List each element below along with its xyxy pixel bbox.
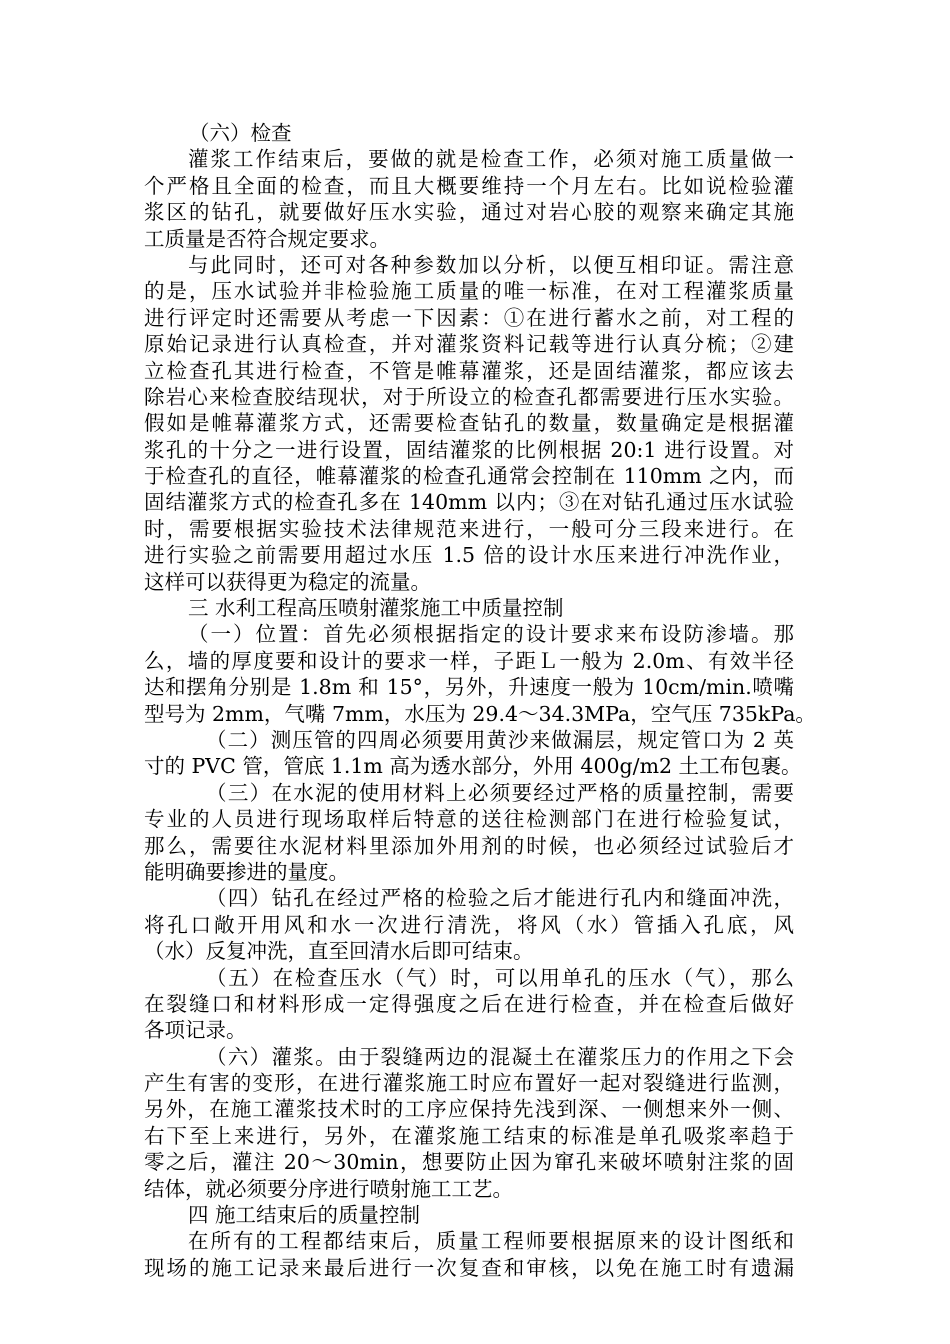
text-line: 型号为 2mm，气嘴 7mm，水压为 29.4～34.3MPa，空气压 735kPa。 bbox=[144, 701, 816, 726]
paragraph-p1 bbox=[144, 120, 794, 146]
paragraph-p6 bbox=[144, 727, 802, 780]
text-line: （四）钻孔在经过严格的检验之后才能进行孔内和缝面冲洗， bbox=[206, 886, 794, 911]
text-line: 与此同时，还可对各种参数加以分析，以便互相印证。需注意 bbox=[188, 252, 794, 277]
text-line: 结体，就必须要分序进行喷射施工工艺。 bbox=[144, 1176, 513, 1201]
text-line: 在裂缝口和材料形成一定得强度之后在进行检查，并在检查后做好 bbox=[144, 991, 794, 1016]
text-line: 原始记录进行认真检查，并对灌浆资料记载等进行认真分梳；②建 bbox=[144, 332, 794, 357]
text-line: 浆孔的十分之一进行设置，固结灌浆的比例根据 20:1 进行设置。对 bbox=[144, 437, 794, 462]
text-line: （一）位置：首先必须根据指定的设计要求来布设防渗墙。那 bbox=[188, 622, 794, 647]
text-line: 假如是帷幕灌浆方式，还需要检查钻孔的数量，数量确定是根据灌 bbox=[144, 411, 794, 436]
paragraph-p12 bbox=[144, 1228, 794, 1281]
text-line: 在所有的工程都结束后，质量工程师要根据原来的设计图纸和 bbox=[188, 1229, 794, 1254]
text-line: 的是，压水试验并非检验施工质量的唯一标准，在对工程灌浆质量 bbox=[144, 279, 794, 304]
paragraph-p4 bbox=[144, 595, 794, 621]
text-line: 四 施工结束后的质量控制 bbox=[188, 1203, 421, 1228]
text-line: 零之后，灌注 20～30min，想要防止因为窜孔来破坏喷射注浆的固 bbox=[144, 1150, 794, 1175]
text-line: 三 水利工程高压喷射灌浆施工中质量控制 bbox=[188, 596, 564, 621]
paragraph-p2 bbox=[144, 146, 794, 252]
paragraph-p5 bbox=[144, 621, 816, 727]
paragraph-p7 bbox=[144, 780, 794, 886]
text-line: 除岩心来检查胶结现状，对于所设立的检查孔都需要进行压水实验。 bbox=[144, 384, 794, 409]
paragraph-p11 bbox=[144, 1202, 794, 1228]
paragraph-p8 bbox=[144, 885, 794, 964]
text-line: （二）测压管的四周必须要用黄沙来做漏层，规定管口为 2 英 bbox=[206, 727, 794, 752]
text-line: （五）在检查压水（气）时，可以用单孔的压水（气），那么 bbox=[206, 965, 794, 990]
text-line: 右下至上来进行，另外，在灌浆施工结束的标准是单孔吸浆率趋于 bbox=[144, 1123, 794, 1148]
text-line: 寸的 PVC 管，管底 1.1m 高为透水部分，外用 400g/m2 土工布包裹。 bbox=[144, 754, 802, 779]
text-line: （三）在水泥的使用材料上必须要经过严格的质量控制，需要 bbox=[206, 780, 794, 805]
paragraph-p3 bbox=[144, 252, 794, 595]
text-line: 工质量是否符合规定要求。 bbox=[144, 226, 390, 251]
text-line: 于检查孔的直径，帷幕灌浆的检查孔通常会控制在 110mm 之内，而 bbox=[144, 464, 794, 489]
paragraph-p9 bbox=[144, 965, 794, 1044]
text-line: 时，需要根据实验技术法律规范来进行，一般可分三段来进行。在 bbox=[144, 516, 794, 541]
text-line: 另外，在施工灌浆技术时的工序应保持先浅到深、一侧想来外一侧、 bbox=[144, 1097, 794, 1122]
text-line: 固结灌浆方式的检查孔多在 140mm 以内；③在对钻孔通过压水试验 bbox=[144, 490, 794, 515]
text-line: （六）检查 bbox=[189, 121, 292, 145]
text-line: 那么，需要往水泥材料里添加外用剂的时候，也必须经过试验后才 bbox=[144, 833, 794, 858]
paragraph-p10 bbox=[144, 1044, 794, 1202]
text-line: 现场的施工记录来最后进行一次复查和审核，以免在施工时有遗漏 bbox=[144, 1255, 794, 1280]
text-line: 各项记录。 bbox=[144, 1018, 247, 1043]
text-line: 这样可以获得更为稳定的流量。 bbox=[144, 569, 431, 594]
text-line: 产生有害的变形，在进行灌浆施工时应布置好一起对裂缝进行监测， bbox=[144, 1071, 794, 1096]
document-page bbox=[144, 120, 816, 1281]
text-line: 浆区的钻孔，就要做好压水实验，通过对岩心胶的观察来确定其施 bbox=[144, 200, 794, 225]
text-line: 进行评定时还需要从考虑一下因素：①在进行蓄水之前，对工程的 bbox=[144, 305, 794, 330]
text-line: 专业的人员进行现场取样后特意的送往检测部门在进行检验复试， bbox=[144, 807, 794, 832]
text-line: 么，墙的厚度要和设计的要求一样，子距Ｌ一般为 2.0m、有效半径 bbox=[144, 648, 794, 673]
text-line: 将孔口敞开用风和水一次进行清洗，将风（水）管插入孔底，风 bbox=[144, 912, 794, 937]
text-line: （六）灌浆。由于裂缝两边的混凝土在灌浆压力的作用之下会 bbox=[206, 1044, 794, 1069]
text-line: 立检查孔其进行检查，不管是帷幕灌浆，还是固结灌浆，都应该去 bbox=[144, 358, 794, 383]
text-line: 个严格且全面的检查，而且大概要维持一个月左右。比如说检验灌 bbox=[144, 173, 794, 198]
text-line: 灌浆工作结束后，要做的就是检查工作，必须对施工质量做一 bbox=[188, 147, 794, 172]
text-line: 进行实验之前需要用超过水压 1.5 倍的设计水压来进行冲洗作业， bbox=[144, 543, 794, 568]
text-line: （水）反复冲洗，直至回清水后即可结束。 bbox=[144, 939, 534, 964]
text-line: 达和摆角分别是 1.8m 和 15°，另外，升速度一般为 10cm/min.喷嘴 bbox=[144, 675, 794, 700]
text-line: 能明确要掺进的量度。 bbox=[144, 859, 349, 884]
